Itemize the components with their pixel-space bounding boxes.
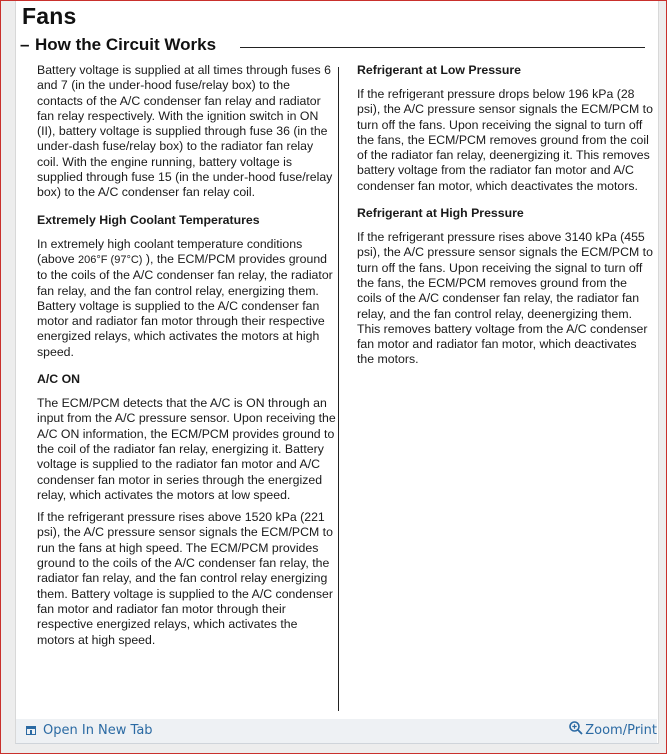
coolant-paragraph: In extremely high coolant temperature conditions (above 206°F (97°C) ), the ECM/PCM provides ground to the coils of the A/C condenser fan relay, the radiator fan relay, and the fan control relay, energizing them. Battery voltage is supplied to the A/C condenser fan motor and radiator fan motor through their respective energized relays, which activates the motors at high speed.	[37, 236, 333, 359]
ac-on-paragraph-2: If the refrigerant pressure rises above 1520 kPa (221 psi), the A/C pressure sensor signals the ECM/PCM to run the fans at high speed. The ECM/PCM provides ground to the coils of the A/C condenser fan relay, the radiator fan relay, and the fan control relay energizing them. Battery voltage is supplied to the A/C condenser fan motor and radiator fan motor through their respective energized relays, which activates the motors at high speed.	[37, 510, 333, 647]
low-pressure-heading: Refrigerant at Low Pressure	[357, 63, 522, 77]
footer-toolbar	[16, 719, 657, 743]
section-rule-divider	[240, 47, 645, 48]
zoom-print-button[interactable]	[568, 723, 657, 738]
low-pressure-paragraph: If the refrigerant pressure drops below 196 kPa (28 psi), the A/C pressure sensor signals the ECM/PCM to turn off the fans. Upon receiving the signal to turn off the fans, the ECM/PCM removes ground from the coil of the radiator fan relay, deenergizing it. This removes battery voltage from the radiator fan motor and A/C condenser fan motor, which deactivates the motors.	[357, 87, 653, 193]
section-title: How the Circuit Works	[35, 35, 217, 54]
collapse-toggle-button[interactable]: –	[20, 35, 30, 54]
coolant-heading: Extremely High Coolant Temperatures	[37, 212, 260, 227]
column-divider	[338, 67, 339, 711]
ac-on-heading: A/C ON	[37, 372, 81, 387]
section-header	[16, 35, 658, 57]
page-title: Fans	[22, 3, 77, 29]
right-column	[357, 63, 653, 368]
document-panel	[15, 1, 659, 744]
open-new-tab-icon	[26, 726, 36, 735]
open-in-new-tab-label: Open In New Tab	[43, 723, 153, 738]
open-in-new-tab-button[interactable]	[26, 723, 153, 738]
zoom-print-label: Zoom/Print	[585, 723, 657, 738]
left-column	[37, 63, 337, 648]
high-pressure-heading: Refrigerant at High Pressure	[357, 206, 524, 221]
ac-on-paragraph-1: The ECM/PCM detects that the A/C is ON through an input from the A/C pressure sensor. Upon receiving the A/C ON information, the ECM/PCM provides ground to the coil of the radiator fan relay, energizing it. Battery voltage is supplied to the radiator fan motor and A/C condenser fan motor in series through the energized relay, which activates the motors at low speed.	[37, 396, 336, 502]
high-pressure-paragraph: If the refrigerant pressure rises above 3140 kPa (455 psi), the A/C pressure sensor signals the ECM/PCM to turn off the fans. Upon receiving the signal to turn off the fans, the ECM/PCM removes ground from the coils of the A/C condenser fan relay, the radiator fan relay, and the fan control relay, deenergizing them. This removes battery voltage from the A/C condenser fan motor and radiator fan motor, which deactivates the motors.	[357, 230, 653, 367]
temperature-value: 206°F (97°C)	[78, 253, 143, 266]
magnifier-plus-icon	[568, 720, 584, 736]
intro-paragraph: Battery voltage is supplied at all times through fuses 6 and 7 (in the under-hood fuse/relay box) to the contacts of the A/C condenser fan relay and radiator fan relay respectively. With the ignition switch in ON (II), battery voltage is supplied through fuse 36 (in the under-dash fuse/relay box) to the radiator fan relay coil. With the engine running, battery voltage is supplied through fuse 15 (in the under-hood fuse/relay box) to the A/C condenser fan relay coil.	[37, 63, 333, 200]
